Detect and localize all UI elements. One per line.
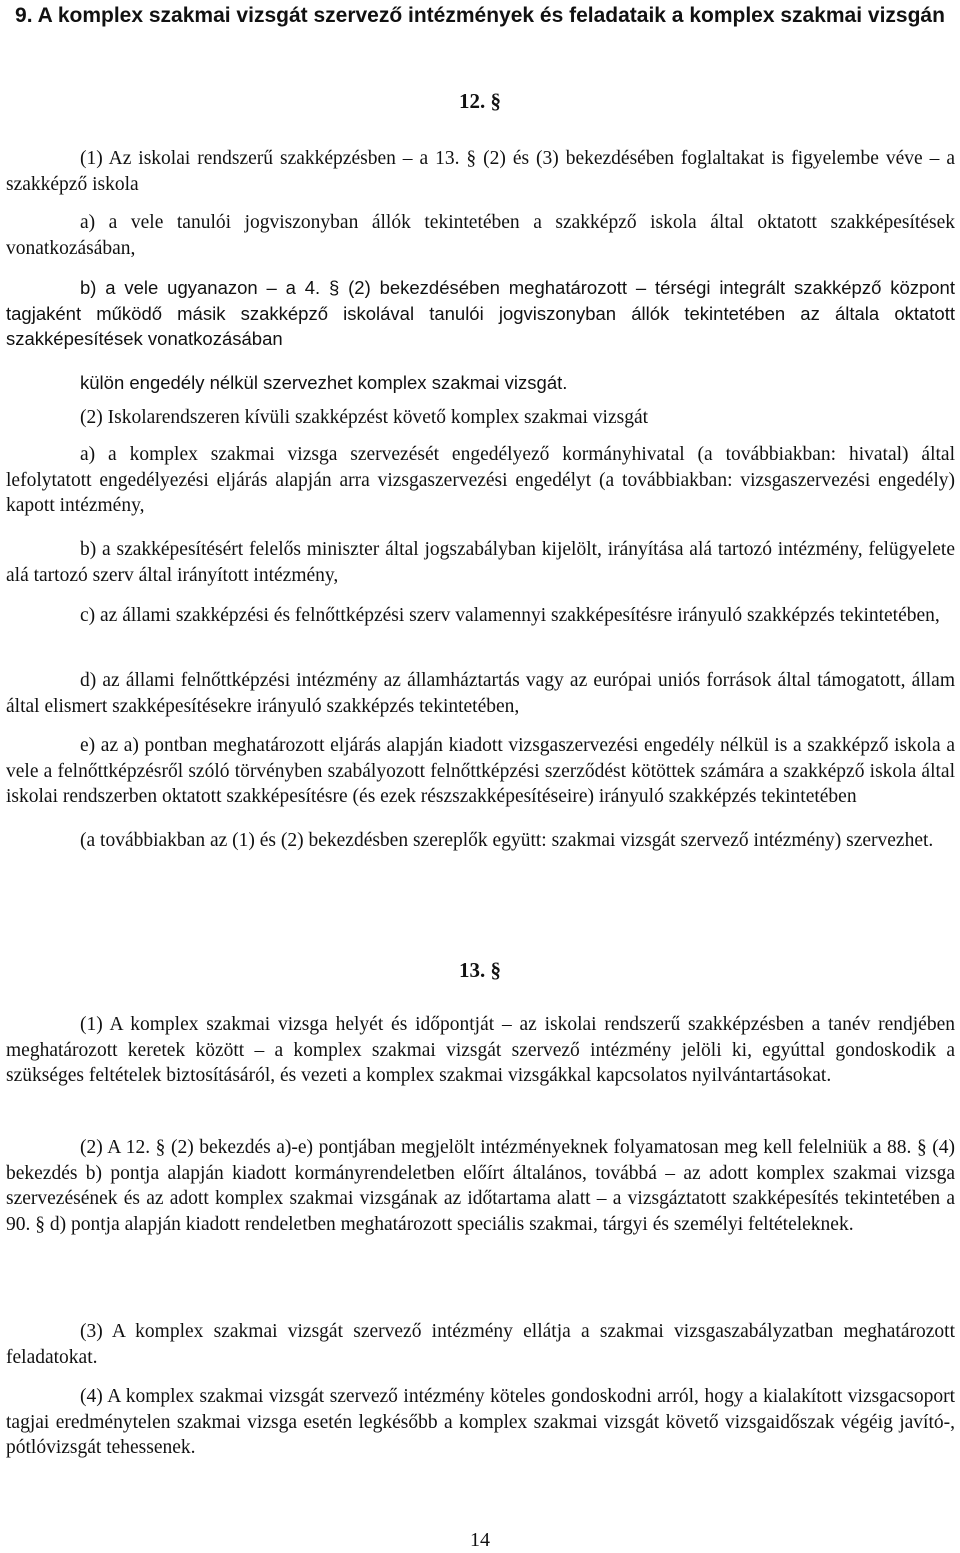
- paragraph-12-1: (1) Az iskolai rendszerű szakképzésben – a 13. § (2) és (3) bekezdésében foglaltakat is figyelembe véve – a szakképző iskola: [6, 148, 955, 195]
- section-heading-12: 12. §: [459, 89, 501, 113]
- paragraph-12-1-closing: külön engedély nélkül szervezhet komplex szakmai vizsgát.: [80, 372, 568, 393]
- paragraph-12-2-e: e) az a) pontban meghatározott eljárás alapján kiadott vizsgaszervezési engedély nélkül is a szakképző iskola a vele a felnőttképzésről szóló törvényben szabályozott felnőttképzési szerződést kötöttek számára a szakképző iskola által iskolai rendszerben oktatott szakképesítésre (és ezek részszakképesítéseire) irányuló szakképzés tekintetében: [6, 735, 955, 807]
- paragraph-12-2: (2) Iskolarendszeren kívüli szakképzést követő komplex szakmai vizsgát: [80, 407, 649, 428]
- paragraph-12-2-c: c) az állami szakképzési és felnőttképzési szerv valamennyi szakképesítésre irányuló szakképzés tekintetében,: [80, 605, 940, 626]
- paragraph-12-2-a: a) a komplex szakmai vizsga szervezését engedélyező kormányhivatal (a továbbiakban: hivatal) által lefolytatott engedélyezési eljárás alapján arra vizsgaszervezési engedélyt (a továbbiakban: vizsgaszervezési engedély) kapott intézmény,: [6, 444, 955, 516]
- paragraph-12-1-a: a) a vele tanulói jogviszonyban állók tekintetében a szakképző iskola által oktatott szakképesítések vonatkozásában,: [6, 212, 955, 259]
- paragraph-13-1: (1) A komplex szakmai vizsga helyét és időpontját – az iskolai rendszerű szakképzésben a tanév rendjében meghatározott keretek között – a komplex szakmai vizsgát szervező intézmény jelöli ki, egyúttal gondoskodik a szükséges feltételek biztosításáról, és vezeti a komplex szakmai vizsgákkal kapcsolatos nyilvántartásokat.: [6, 1014, 955, 1086]
- section-heading-13: 13. §: [459, 958, 501, 982]
- paragraph-13-3: (3) A komplex szakmai vizsgát szervező intézmény ellátja a szakmai vizsgaszabályzatban meghatározott feladatokat.: [6, 1321, 955, 1368]
- paragraph-12-2-d: d) az állami felnőttképzési intézmény az államháztartás vagy az európai uniós források által támogatott, állam által elismert szakképesítésekre irányuló szakképzés tekintetében,: [6, 670, 955, 717]
- paragraph-13-4: (4) A komplex szakmai vizsgát szervező intézmény köteles gondoskodni arról, hogy a kialakított vizsgacsoport tagjai eredménytelen szakmai vizsga esetén legkésőbb a komplex szakmai vizsgát követő vizsgaidőszak végéig javító-, pótlóvizsgát tehessenek.: [6, 1386, 955, 1458]
- page-number: 14: [470, 1529, 490, 1551]
- chapter-title: 9. A komplex szakmai vizsgát szervező intézmények és feladataik a komplex szakmai vizsgán: [15, 4, 945, 27]
- paragraph-12-closing: (a továbbiakban az (1) és (2) bekezdésben szereplők együtt: szakmai vizsgát szervező intézmény) szervezhet.: [80, 830, 934, 851]
- paragraph-12-2-b: b) a szakképesítésért felelős miniszter által jogszabályban kijelölt, irányítása alá tartozó intézmény, felügyelete alá tartozó szerv által irányított intézmény,: [6, 539, 955, 586]
- paragraph-13-2: (2) A 12. § (2) bekezdés a)-e) pontjában megjelölt intézményeknek folyamatosan meg kell felelniük a 88. § (4) bekezdés b) pontja alapján kiadott kormányrendeletben előírt általános, továbbá – az adott komplex szakmai vizsga szervezésének és az adott komplex szakmai vizsgának az időtartama alatt – a vizsgáztatott szakképesítés tekintetében a 90. § d) pontja alapján kiadott rendeletben meghatározott speciális szakmai, tárgyi és személyi feltételeknek.: [6, 1137, 955, 1235]
- paragraph-12-1-b: b) a vele ugyanazon – a 4. § (2) bekezdésében meghatározott – térségi integrált szakképző központ tagjaként működő másik szakképző iskolával tanulói jogviszonyban állók tekintetében az általa oktatott szakképesítések vonatkozásában: [6, 277, 955, 349]
